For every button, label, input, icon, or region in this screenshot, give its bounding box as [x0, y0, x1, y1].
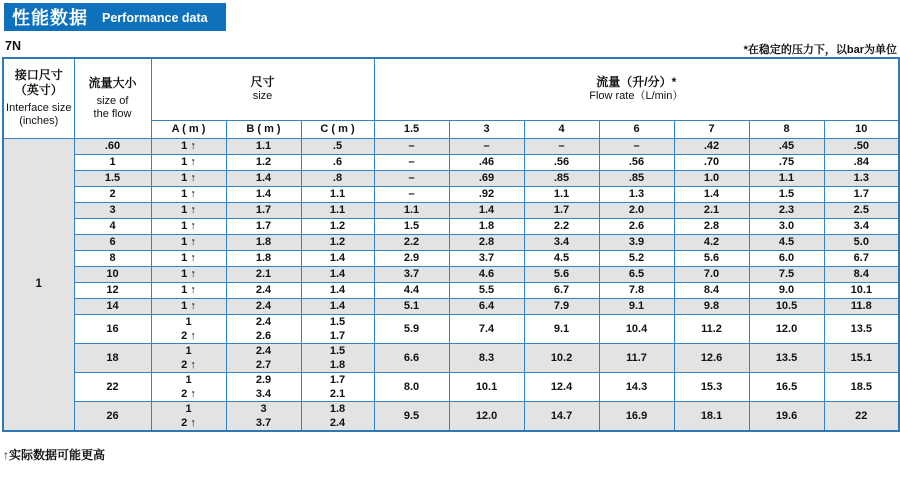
- table-body: [3, 138, 899, 431]
- flow-rate-cell: 1.1: [524, 186, 599, 202]
- flow-rate-cell: 5.9: [374, 314, 449, 343]
- flow-rate-cell: 12.6: [674, 343, 749, 372]
- dim-c-cell: .5: [301, 138, 374, 154]
- flow-rate-cell: –: [599, 138, 674, 154]
- dim-c-cell: 1.5 1.8: [301, 343, 374, 372]
- flow-size-cell: 18: [74, 343, 151, 372]
- arrow-footnote: ↑实际数据可能更高: [3, 448, 106, 462]
- dim-a-cell: 1 2 ↑: [151, 372, 226, 401]
- flow-rate-cell: 10.1: [824, 282, 899, 298]
- flow-rate-cell: 15.1: [824, 343, 899, 372]
- flow-rate-cell: 12.0: [749, 314, 824, 343]
- flow-rate-cell: 1.3: [599, 186, 674, 202]
- header-size-group-en: size: [252, 90, 273, 103]
- flow-rate-cell: 2.1: [674, 202, 749, 218]
- header-pressure-1-5: 1.5: [374, 120, 449, 138]
- flow-rate-cell: –: [374, 154, 449, 170]
- dim-c-cell: 1.4: [301, 298, 374, 314]
- dim-b-cell: 2.9 3.4: [226, 372, 301, 401]
- dim-a-cell: 1 ↑: [151, 138, 226, 154]
- flow-rate-cell: .84: [824, 154, 899, 170]
- table-row: [3, 170, 899, 186]
- flow-rate-cell: 1.5: [374, 218, 449, 234]
- flow-rate-cell: .56: [599, 154, 674, 170]
- flow-size-cell: 1: [74, 154, 151, 170]
- flow-rate-cell: 5.5: [449, 282, 524, 298]
- flow-rate-cell: 14.3: [599, 372, 674, 401]
- flow-rate-cell: 2.2: [374, 234, 449, 250]
- flow-size-cell: 2: [74, 186, 151, 202]
- flow-rate-cell: –: [449, 138, 524, 154]
- header-flow-size-en2: the flow: [93, 107, 132, 120]
- dim-a-cell: 1 ↑: [151, 186, 226, 202]
- table-row: [3, 343, 899, 372]
- flow-rate-cell: 12.0: [449, 401, 524, 431]
- dim-a-cell: 1 2 ↑: [151, 314, 226, 343]
- dim-b-cell: 2.4: [226, 298, 301, 314]
- flow-rate-cell: .75: [749, 154, 824, 170]
- flow-size-cell: 16: [74, 314, 151, 343]
- table-row: [3, 138, 899, 154]
- table-row: [3, 234, 899, 250]
- section-banner: [4, 3, 226, 31]
- header-interface-en: Interface size: [6, 102, 72, 115]
- flow-rate-cell: 7.4: [449, 314, 524, 343]
- flow-size-cell: 12: [74, 282, 151, 298]
- flow-rate-cell: 5.2: [599, 250, 674, 266]
- flow-rate-cell: 6.0: [749, 250, 824, 266]
- dim-b-cell: 2.4: [226, 282, 301, 298]
- dim-c-cell: .6: [301, 154, 374, 170]
- flow-rate-cell: 16.5: [749, 372, 824, 401]
- flow-rate-cell: 2.5: [824, 202, 899, 218]
- flow-rate-cell: 11.2: [674, 314, 749, 343]
- flow-rate-cell: 4.6: [449, 266, 524, 282]
- flow-rate-cell: 6.7: [824, 250, 899, 266]
- flow-rate-cell: 4.5: [524, 250, 599, 266]
- flow-size-cell: 1.5: [74, 170, 151, 186]
- flow-rate-cell: 5.1: [374, 298, 449, 314]
- flow-rate-cell: 4.5: [749, 234, 824, 250]
- table-row: [3, 282, 899, 298]
- table-row: [3, 266, 899, 282]
- flow-rate-cell: 5.0: [824, 234, 899, 250]
- flow-rate-cell: 9.1: [524, 314, 599, 343]
- flow-rate-cell: 1.8: [449, 218, 524, 234]
- flow-rate-cell: 7.5: [749, 266, 824, 282]
- flow-rate-cell: .69: [449, 170, 524, 186]
- header-size-group: [151, 58, 374, 120]
- flow-rate-cell: 3.7: [449, 250, 524, 266]
- header-flow-size-zh: 流量大小: [88, 75, 137, 90]
- dim-c-cell: 1.2: [301, 218, 374, 234]
- flow-rate-cell: .85: [524, 170, 599, 186]
- header-flow-size-en: size of: [96, 94, 129, 107]
- table-row: [3, 401, 899, 431]
- flow-rate-cell: 1.7: [524, 202, 599, 218]
- flow-rate-cell: 1.7: [824, 186, 899, 202]
- flow-rate-cell: .56: [524, 154, 599, 170]
- dim-c-cell: 1.2: [301, 234, 374, 250]
- dim-b-cell: 1.4: [226, 170, 301, 186]
- flow-rate-cell: 14.7: [524, 401, 599, 431]
- table-row: [3, 372, 899, 401]
- header-interface-en2: (inches): [19, 115, 59, 128]
- flow-rate-cell: .50: [824, 138, 899, 154]
- table-row: [3, 314, 899, 343]
- dim-c-cell: 1.1: [301, 186, 374, 202]
- flow-rate-cell: 3.0: [749, 218, 824, 234]
- flow-rate-cell: 13.5: [824, 314, 899, 343]
- pressure-unit-note: *在稳定的压力下，以bar为单位: [743, 44, 897, 56]
- flow-rate-cell: 22: [824, 401, 899, 431]
- flow-rate-cell: 1.5: [749, 186, 824, 202]
- flow-size-cell: .60: [74, 138, 151, 154]
- flow-rate-cell: 12.4: [524, 372, 599, 401]
- table-row: [3, 202, 899, 218]
- dim-a-cell: 1 ↑: [151, 170, 226, 186]
- flow-rate-cell: 6.5: [599, 266, 674, 282]
- flow-rate-cell: 1.4: [674, 186, 749, 202]
- header-interface-zh: 接口尺寸: [14, 68, 63, 83]
- flow-rate-cell: 7.8: [599, 282, 674, 298]
- flow-rate-cell: –: [524, 138, 599, 154]
- dim-a-cell: 1 ↑: [151, 154, 226, 170]
- flow-rate-cell: 2.2: [524, 218, 599, 234]
- header-flow-rate-en: Flow rate（L/min）: [589, 90, 684, 103]
- table-row: [3, 250, 899, 266]
- flow-rate-cell: 2.9: [374, 250, 449, 266]
- flow-rate-cell: 2.0: [599, 202, 674, 218]
- flow-rate-cell: 1.0: [674, 170, 749, 186]
- header-pressure-7: 7: [674, 120, 749, 138]
- dim-a-cell: 1 2 ↑: [151, 401, 226, 431]
- flow-rate-cell: 8.3: [449, 343, 524, 372]
- dim-a-cell: 1 ↑: [151, 234, 226, 250]
- flow-size-cell: 10: [74, 266, 151, 282]
- header-interface-size: [3, 58, 74, 138]
- flow-rate-cell: 16.9: [599, 401, 674, 431]
- header-size-group-zh: 尺寸: [250, 75, 275, 90]
- header-pressure-6: 6: [599, 120, 674, 138]
- flow-rate-cell: 13.5: [749, 343, 824, 372]
- flow-rate-cell: 7.0: [674, 266, 749, 282]
- model-label: 7N: [5, 39, 21, 53]
- dim-c-cell: .8: [301, 170, 374, 186]
- flow-rate-cell: 8.4: [824, 266, 899, 282]
- flow-rate-cell: 8.0: [374, 372, 449, 401]
- dim-a-cell: 1 2 ↑: [151, 343, 226, 372]
- flow-rate-cell: 2.8: [674, 218, 749, 234]
- flow-rate-cell: 1.1: [749, 170, 824, 186]
- dim-a-cell: 1 ↑: [151, 298, 226, 314]
- dim-b-cell: 1.8: [226, 250, 301, 266]
- dim-c-cell: 1.4: [301, 282, 374, 298]
- dim-b-cell: 2.1: [226, 266, 301, 282]
- dim-b-cell: 1.7: [226, 218, 301, 234]
- dim-a-cell: 1 ↑: [151, 250, 226, 266]
- flow-rate-cell: 2.8: [449, 234, 524, 250]
- flow-rate-cell: –: [374, 170, 449, 186]
- flow-size-cell: 14: [74, 298, 151, 314]
- flow-rate-cell: 5.6: [674, 250, 749, 266]
- flow-rate-cell: .42: [674, 138, 749, 154]
- dim-b-cell: 2.4 2.7: [226, 343, 301, 372]
- section-title-en: Performance data: [102, 11, 208, 25]
- section-title-zh: 性能数据: [12, 8, 88, 28]
- flow-rate-cell: 10.5: [749, 298, 824, 314]
- dim-c-cell: 1.4: [301, 250, 374, 266]
- dim-c-cell: 1.4: [301, 266, 374, 282]
- dim-b-cell: 2.4 2.6: [226, 314, 301, 343]
- flow-rate-cell: 10.1: [449, 372, 524, 401]
- flow-rate-cell: 2.6: [599, 218, 674, 234]
- flow-rate-cell: –: [374, 186, 449, 202]
- flow-rate-cell: 2.3: [749, 202, 824, 218]
- performance-table: [2, 57, 900, 432]
- table-row: [3, 218, 899, 234]
- flow-rate-cell: .45: [749, 138, 824, 154]
- flow-rate-cell: 6.4: [449, 298, 524, 314]
- header-interface-zh2: （英寸）: [14, 83, 63, 98]
- flow-size-cell: 8: [74, 250, 151, 266]
- flow-rate-cell: 7.9: [524, 298, 599, 314]
- flow-rate-cell: 11.8: [824, 298, 899, 314]
- flow-rate-cell: 1.1: [374, 202, 449, 218]
- flow-rate-cell: .92: [449, 186, 524, 202]
- flow-rate-cell: 10.4: [599, 314, 674, 343]
- flow-size-cell: 3: [74, 202, 151, 218]
- table-row: [3, 154, 899, 170]
- flow-rate-cell: 1.4: [449, 202, 524, 218]
- header-dim-a: A ( m ): [151, 120, 226, 138]
- dim-c-cell: 1.5 1.7: [301, 314, 374, 343]
- flow-rate-cell: 3.4: [524, 234, 599, 250]
- flow-rate-cell: 9.8: [674, 298, 749, 314]
- flow-rate-cell: 4.2: [674, 234, 749, 250]
- flow-rate-cell: 6.6: [374, 343, 449, 372]
- flow-rate-cell: 10.2: [524, 343, 599, 372]
- flow-rate-cell: 18.1: [674, 401, 749, 431]
- flow-rate-cell: 3.7: [374, 266, 449, 282]
- flow-rate-cell: 18.5: [824, 372, 899, 401]
- flow-rate-cell: 3.9: [599, 234, 674, 250]
- header-pressure-3: 3: [449, 120, 524, 138]
- dim-b-cell: 1.7: [226, 202, 301, 218]
- dim-a-cell: 1 ↑: [151, 282, 226, 298]
- header-flow-rate-group: [374, 58, 899, 120]
- interface-size-cell: 1: [3, 138, 74, 431]
- dim-b-cell: 1.4: [226, 186, 301, 202]
- flow-rate-cell: 1.3: [824, 170, 899, 186]
- flow-rate-cell: 4.4: [374, 282, 449, 298]
- flow-size-cell: 6: [74, 234, 151, 250]
- flow-rate-cell: 11.7: [599, 343, 674, 372]
- flow-size-cell: 26: [74, 401, 151, 431]
- dim-a-cell: 1 ↑: [151, 218, 226, 234]
- dim-b-cell: 1.1: [226, 138, 301, 154]
- dim-b-cell: 1.8: [226, 234, 301, 250]
- table-row: [3, 186, 899, 202]
- flow-rate-cell: .70: [674, 154, 749, 170]
- flow-rate-cell: 9.5: [374, 401, 449, 431]
- flow-rate-cell: 19.6: [749, 401, 824, 431]
- flow-rate-cell: 8.4: [674, 282, 749, 298]
- dim-b-cell: 3 3.7: [226, 401, 301, 431]
- flow-rate-cell: –: [374, 138, 449, 154]
- table-row: [3, 298, 899, 314]
- flow-size-cell: 4: [74, 218, 151, 234]
- dim-a-cell: 1 ↑: [151, 266, 226, 282]
- flow-size-cell: 22: [74, 372, 151, 401]
- header-dim-b: B ( m ): [226, 120, 301, 138]
- header-pressure-10: 10: [824, 120, 899, 138]
- dim-c-cell: 1.8 2.4: [301, 401, 374, 431]
- dim-b-cell: 1.2: [226, 154, 301, 170]
- header-pressure-8: 8: [749, 120, 824, 138]
- dim-c-cell: 1.1: [301, 202, 374, 218]
- flow-rate-cell: 9.1: [599, 298, 674, 314]
- flow-rate-cell: .85: [599, 170, 674, 186]
- flow-rate-cell: .46: [449, 154, 524, 170]
- flow-rate-cell: 6.7: [524, 282, 599, 298]
- header-flow-rate-zh: 流量（升/分）*: [596, 75, 677, 90]
- flow-rate-cell: 15.3: [674, 372, 749, 401]
- flow-rate-cell: 9.0: [749, 282, 824, 298]
- flow-rate-cell: 3.4: [824, 218, 899, 234]
- dim-a-cell: 1 ↑: [151, 202, 226, 218]
- header-dim-c: C ( m ): [301, 120, 374, 138]
- flow-rate-cell: 5.6: [524, 266, 599, 282]
- header-pressure-4: 4: [524, 120, 599, 138]
- dim-c-cell: 1.7 2.1: [301, 372, 374, 401]
- header-flow-size: [74, 58, 151, 138]
